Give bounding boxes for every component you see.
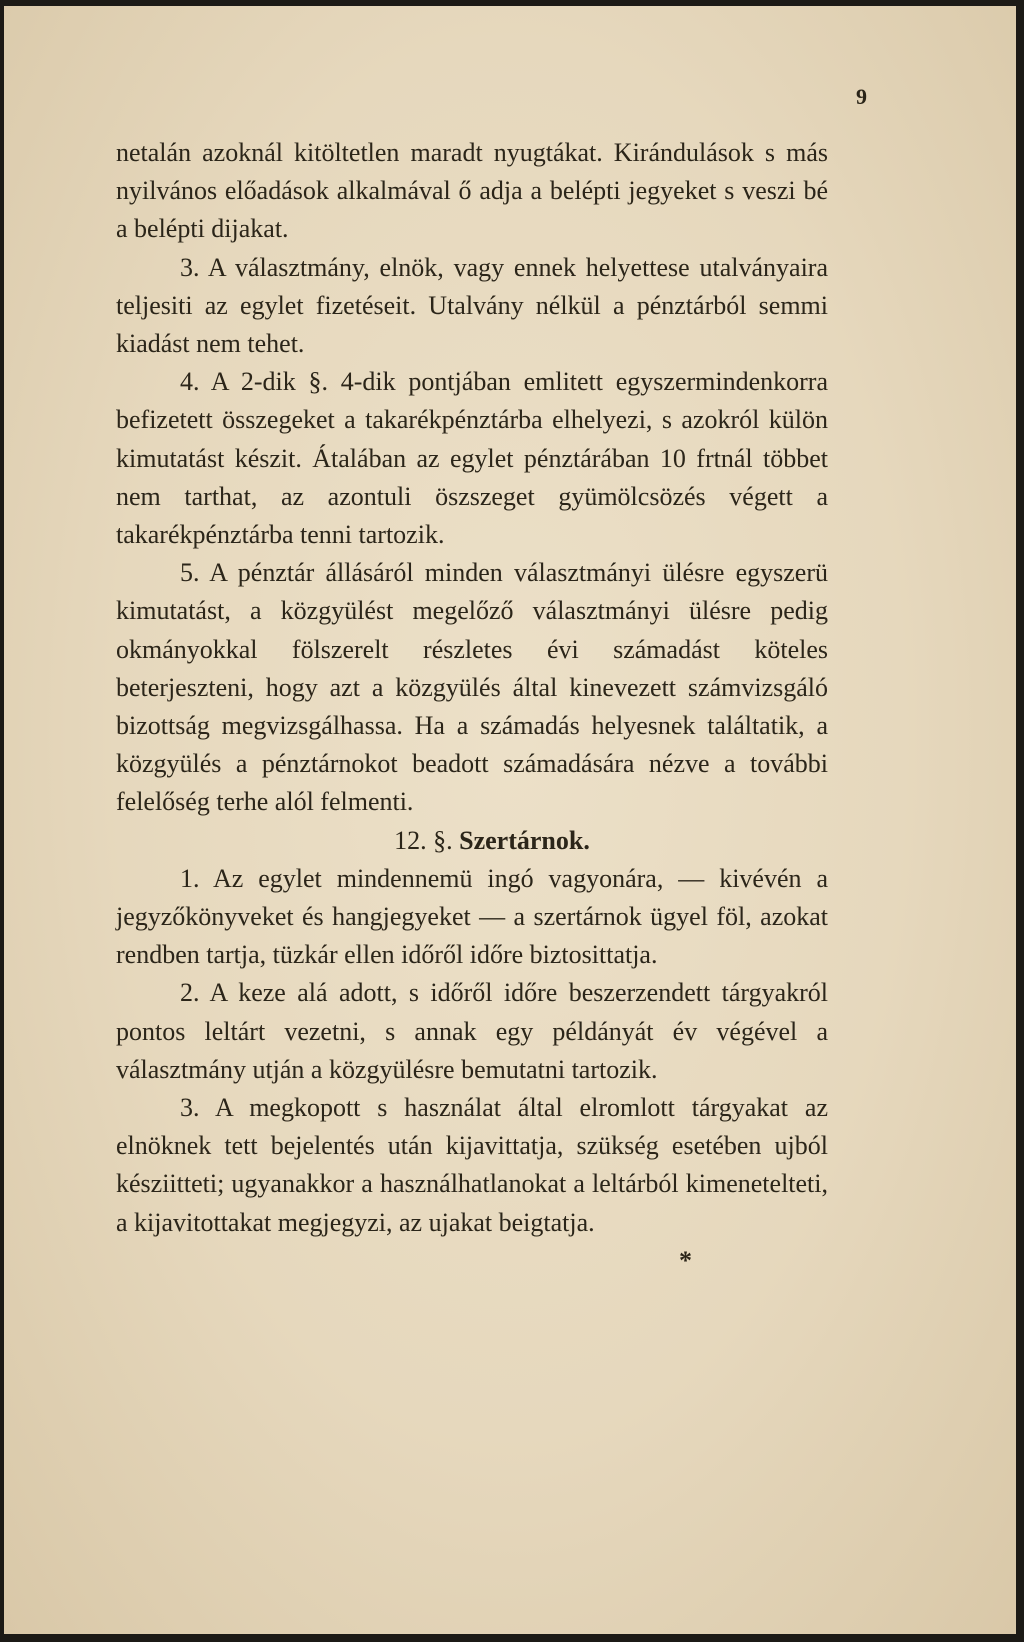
paragraph-2-leltar: 2. A keze alá adott, s időről időre beszerzendett tárgyakról pontos leltárt vezetni, s annak egy példányát év végével a választmány utján a közgyülésre bemutatni tartozik. (116, 978, 828, 1084)
section-heading (116, 822, 828, 860)
paragraph-3-utalvany: 3. A választmány, elnök, vagy ennek helyettese utalványaira teljesiti az egylet fizetéseit. Utalvány nélkül a pénztárból semmi kiadást nem tehet. (116, 252, 828, 359)
paragraph-1-continued: netalán azoknál kitöltetlen maradt nyugtákat. Kirándulások s más nyilvános előadások alkalmával ő adja a belépti jegyeket s veszi bé a belépti dijakat. (116, 138, 828, 244)
page-text (116, 134, 828, 1280)
book-page (4, 6, 1016, 1634)
paragraph-4-takarekpenztar: 4. A 2-dik §. 4-dik pontjában emlitett egyszermindenkorra befizetett összegeket a takarékpénztárba elhelyezi, s azokról külön kimutatást készit. Átalában az egylet pénztárában 10 frtnál többet nem tarthat, az azontuli öszszeget gyümölcsözés végett a takarékpénztárba tenni tartozik. (116, 367, 828, 550)
paragraph-5-szamadas: 5. A pénztár állásáról minden választmányi ülésre egyszerü kimutatást, a közgyülést megelőző választmányi ülésre pedig okmányokkal fölszerelt részletes évi számadást köteles beterjeszteni, hogy azt a közgyülés által kinevezett számvizsgáló bizottság megvizsgálhassa. Ha a számadás helyesnek találtatik, a közgyülés a pénztárnokot beadott számadására nézve a további felelőség terhe alól felmenti. (116, 558, 828, 817)
paragraph-1-vagyon: 1. Az egylet mindennemü ingó vagyonára, — kivévén a jegyzőkönyveket és hangjegyeket — a szertárnok ügyel föl, azokat rendben tartja, tüzkár ellen időről időre biztosittatja. (116, 863, 828, 970)
section-number: 12. §. (394, 825, 453, 855)
paragraph-3-javitas: 3. A megkopott s használat által elromlott tárgyakat az elnöknek tett bejelentés után kijavittatja, szükség esetében ujból késziitteti; ugyanakkor a használhatlanokat a leltárból kimenetelteti, a kijavitottakat megjegyzi, az ujakat beigtatja. (116, 1093, 828, 1237)
section-title: Szertárnok. (459, 825, 590, 855)
end-asterisk: * (679, 1245, 692, 1275)
page-number: 9 (856, 84, 867, 109)
